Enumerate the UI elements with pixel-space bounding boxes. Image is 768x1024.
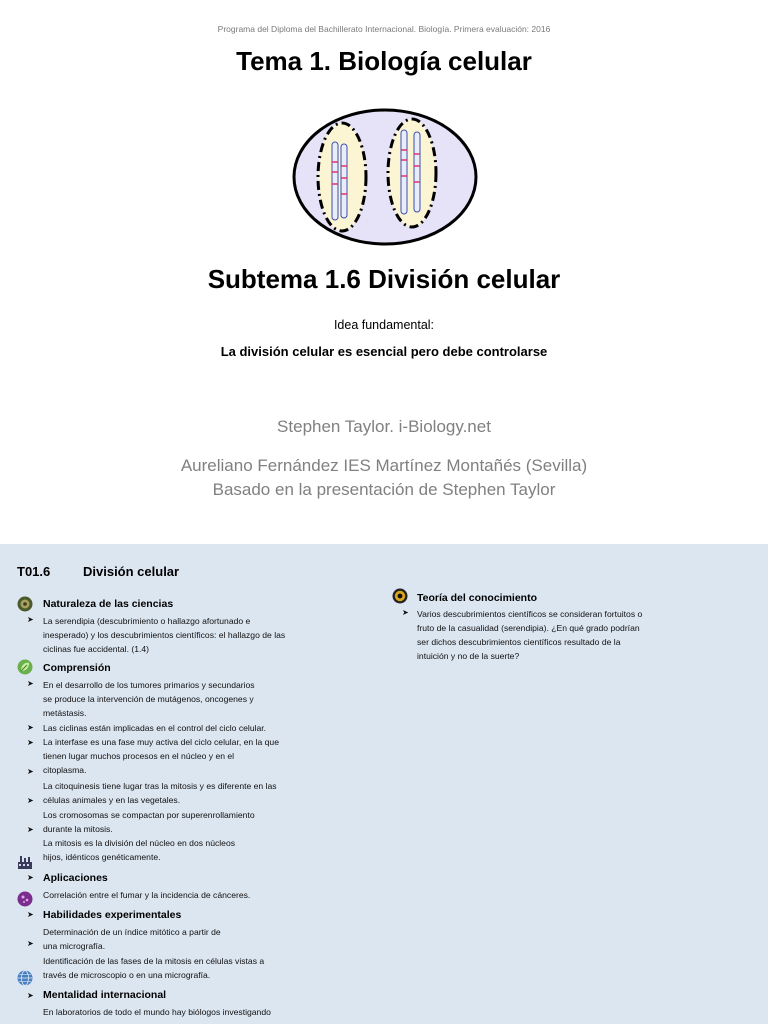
- skills-text: [43, 925, 264, 982]
- bullet-arrow-icon: ➤: [27, 796, 34, 805]
- understanding-line: Las ciclinas están implicadas en el control del ciclo celular.: [43, 723, 267, 733]
- section-title-tok: Teoría del conocimiento: [417, 592, 537, 604]
- bullet-arrow-icon: ➤: [27, 679, 34, 688]
- bullet-arrow-icon: ➤: [27, 939, 34, 948]
- nature-text: [43, 614, 285, 656]
- author-line: Stephen Taylor. i-Biology.net: [277, 417, 491, 436]
- understanding-line: Los cromosomas se compactan por superenrollamiento: [43, 810, 255, 820]
- syllabus-code: T01.6: [17, 564, 51, 579]
- bullet-arrow-icon: ➤: [27, 991, 34, 1000]
- nature-line: inesperado) y los descubrimientos científicos: el hallazgo de las: [43, 630, 286, 640]
- skills-line: Determinación de un índice mitótico a partir de: [43, 927, 221, 937]
- international-text: [43, 1005, 271, 1019]
- bullet-arrow-icon: ➤: [27, 825, 34, 834]
- understanding-line: La mitosis es la división del núcleo en dos núcleos: [43, 838, 236, 848]
- understanding-line: células animales y en las vegetales.: [43, 795, 181, 805]
- bullet-arrow-icon: ➤: [27, 873, 34, 882]
- tok-line: Varios descubrimientos científicos se consideran fortuitos o: [417, 609, 643, 619]
- credit-line-2: Basado en la presentación de Stephen Taylor: [212, 480, 556, 499]
- section-title-international: Mentalidad internacional: [43, 989, 167, 1001]
- skills-microscope-icon: [17, 891, 33, 907]
- syllabus-topic: División celular: [83, 564, 180, 579]
- international-line: En laboratorios de todo el mundo hay biólogos investigando: [43, 1007, 271, 1017]
- credit-block: [0, 454, 768, 502]
- nature-of-science-icon: [17, 596, 33, 612]
- tok-text: [417, 607, 642, 663]
- page-title: Tema 1. Biología celular: [236, 46, 532, 76]
- key-idea-label: Idea fundamental:: [333, 318, 435, 332]
- program-header: Programa del Diploma del Bachillerato Internacional. Biología. Primera evaluación: 2016: [217, 24, 551, 34]
- section-title-understanding: Comprensión: [43, 662, 111, 674]
- tok-line: intuición y no de la suerte?: [417, 651, 520, 661]
- key-idea-text: La división celular es esencial pero debe controlarse: [220, 344, 548, 359]
- cell-division-illustration: [290, 106, 480, 248]
- section-title-nature: Naturaleza de las ciencias: [43, 598, 174, 610]
- understanding-text: [43, 678, 279, 864]
- theory-of-knowledge-eye-icon: [392, 588, 408, 604]
- understanding-line: La interfase es una fase muy activa del ciclo celular, en la que: [43, 737, 279, 747]
- section-title-applications: Aplicaciones: [43, 872, 108, 884]
- understanding-leaf-icon: [17, 659, 33, 675]
- skills-line: una micrografía.: [43, 941, 106, 951]
- understanding-line: tienen lugar muchos procesos en el núcleo y en el: [43, 751, 235, 761]
- tok-line: ser dichos descubrimientos científicos resultado de la: [417, 637, 621, 647]
- applications-text: [43, 888, 250, 902]
- understanding-line: metástasis.: [43, 708, 87, 718]
- bullet-arrow-icon: ➤: [27, 615, 34, 624]
- tok-line: fruto de la casualidad (serendipia). ¿En qué grado podrían: [417, 623, 640, 633]
- nature-line: La serendipia (descubrimiento o hallazgo afortunado e: [43, 616, 251, 626]
- bullet-arrow-icon: ➤: [27, 910, 34, 919]
- section-title-skills: Habilidades experimentales: [43, 909, 182, 921]
- globe-icon: [17, 970, 33, 986]
- skills-line: través de microscopio o en una micrografía.: [43, 970, 211, 980]
- applications-line: Correlación entre el fumar y la incidencia de cánceres.: [43, 890, 251, 900]
- understanding-line: hijos, idénticos genéticamente.: [43, 852, 161, 862]
- credit-line-1: Aureliano Fernández IES Martínez Montañés (Sevilla): [180, 456, 588, 475]
- understanding-line: La citoquinesis tiene lugar tras la mitosis y es diferente en las: [43, 781, 277, 791]
- syllabus-slide: [0, 544, 768, 1024]
- bullet-arrow-icon: ➤: [402, 608, 409, 617]
- understanding-line: En el desarrollo de los tumores primarios y secundarios: [43, 680, 255, 690]
- understanding-line: durante la mitosis.: [43, 824, 113, 834]
- bullet-arrow-icon: ➤: [27, 767, 34, 776]
- bullet-arrow-icon: ➤: [27, 738, 34, 747]
- applications-factory-icon: [17, 854, 33, 870]
- nature-line: ciclinas fue accidental. (1.4): [43, 644, 150, 654]
- skills-line: Identificación de las fases de la mitosis en células vistas a: [43, 956, 265, 966]
- bullet-arrow-icon: ➤: [27, 723, 34, 732]
- understanding-line: se produce la intervención de mutágenos, oncogenes y: [43, 694, 254, 704]
- subtopic-title: Subtema 1.6 División celular: [207, 264, 561, 294]
- understanding-line: citoplasma.: [43, 765, 87, 775]
